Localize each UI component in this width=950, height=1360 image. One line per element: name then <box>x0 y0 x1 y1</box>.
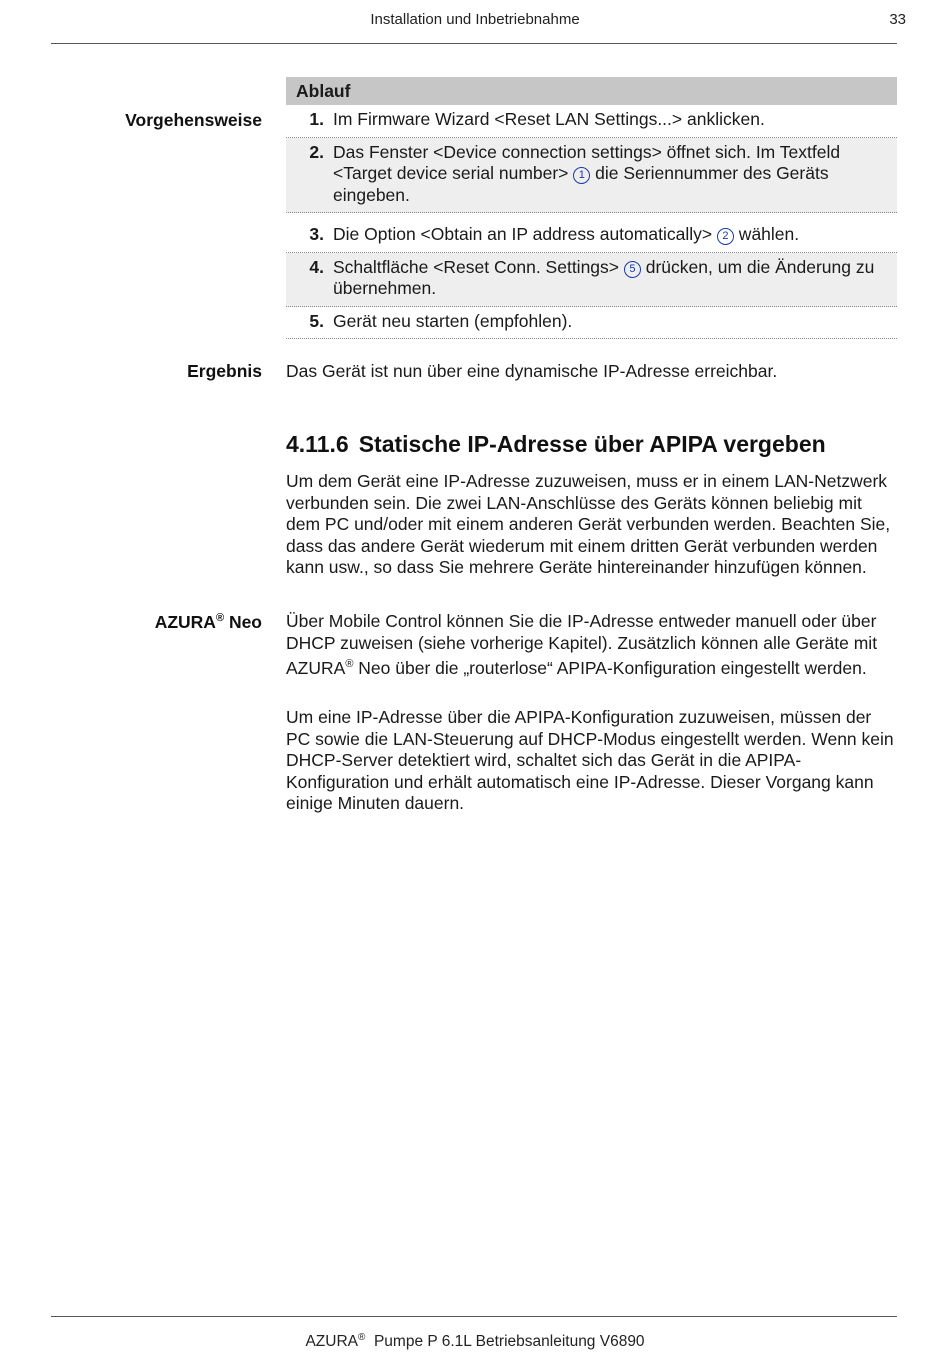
azura-paragraph-1: Über Mobile Control können Sie die IP-Adresse entweder manuell oder über DHCP zuweisen (siehe vorherige Kapitel). Zusätzlich können alle Geräte mit AZURA® Neo über die „routerlose“ APIPA-Konfiguration eingestellt werden. <box>286 611 878 679</box>
side-label-result: Ergebnis <box>187 361 262 381</box>
step-text: Die Option <Obtain an IP address automatically> 2 wählen. <box>333 224 800 244</box>
step-text: Im Firmware Wizard <Reset LAN Settings...> anklicken. <box>333 109 765 129</box>
side-label-procedure: Vorgehensweise <box>125 110 262 130</box>
page-number: 33 <box>889 11 906 28</box>
procedure-table <box>286 77 897 339</box>
procedure-step <box>286 307 897 340</box>
footer-text: AZURA® Pumpe P 6.1L Betriebsanleitung V6890 <box>305 1332 645 1351</box>
callout-marker: 1 <box>573 167 590 184</box>
side-label-azura-neo: AZURA® Neo <box>154 612 262 632</box>
section-intro-paragraph: Um dem Gerät eine IP-Adresse zuzuweisen, muss er in einem LAN-Netzwerk verbunden sein. Die zwei LAN-Anschlüsse des Geräts können beliebig mit dem PC und/oder mit einem anderen Gerät verbunden werden. Beachten Sie, dass das andere Gerät wiederum mit einem dritten Gerät verbunden werden kann usw., so dass Sie mehrere Geräte hintereinander hinzufügen können. <box>286 471 891 578</box>
callout-marker: 2 <box>717 228 734 245</box>
section-title: Statische IP-Adresse über APIPA vergeben <box>358 431 826 457</box>
footer-divider <box>51 1316 897 1317</box>
section-heading <box>286 431 826 458</box>
running-header-title: Installation und Inbetriebnahme <box>370 11 580 28</box>
callout-marker: 5 <box>624 261 641 278</box>
step-number: 1. <box>309 109 324 129</box>
procedure-step <box>286 138 897 214</box>
step-text: Das Fenster <Device connection settings> öffnet sich. Im Textfeld <Target device serial number> 1 die Seriennummer des Geräts eingeben. <box>333 141 841 205</box>
azura-paragraph-2: Um eine IP-Adresse über die APIPA-Konfiguration zuzuweisen, müssen der PC sowie die LAN-Steuerung auf DHCP-Modus eingestellt werden. Wenn kein DHCP-Server detektiert wird, schaltet sich das Gerät in die APIPA-Konfiguration und erhält automatisch eine IP-Adresse. Dieser Vorgang kann einige Minuten dauern. <box>286 707 894 814</box>
step-text: Schaltfläche <Reset Conn. Settings> 5 drücken, um die Änderung zu übernehmen. <box>333 256 875 298</box>
procedure-step <box>286 105 897 138</box>
step-number: 2. <box>309 141 324 162</box>
step-number: 4. <box>309 256 324 277</box>
procedure-step <box>286 213 897 253</box>
step-text: Gerät neu starten (empfohlen). <box>333 310 573 331</box>
result-text: Das Gerät ist nun über eine dynamische IP-Adresse erreichbar. <box>286 361 778 381</box>
procedure-step <box>286 253 897 307</box>
procedure-heading: Ablauf <box>286 77 897 105</box>
section-number: 4.11.6 <box>286 431 349 457</box>
header-divider <box>51 43 897 44</box>
step-number: 3. <box>309 224 324 244</box>
step-number: 5. <box>309 310 324 331</box>
